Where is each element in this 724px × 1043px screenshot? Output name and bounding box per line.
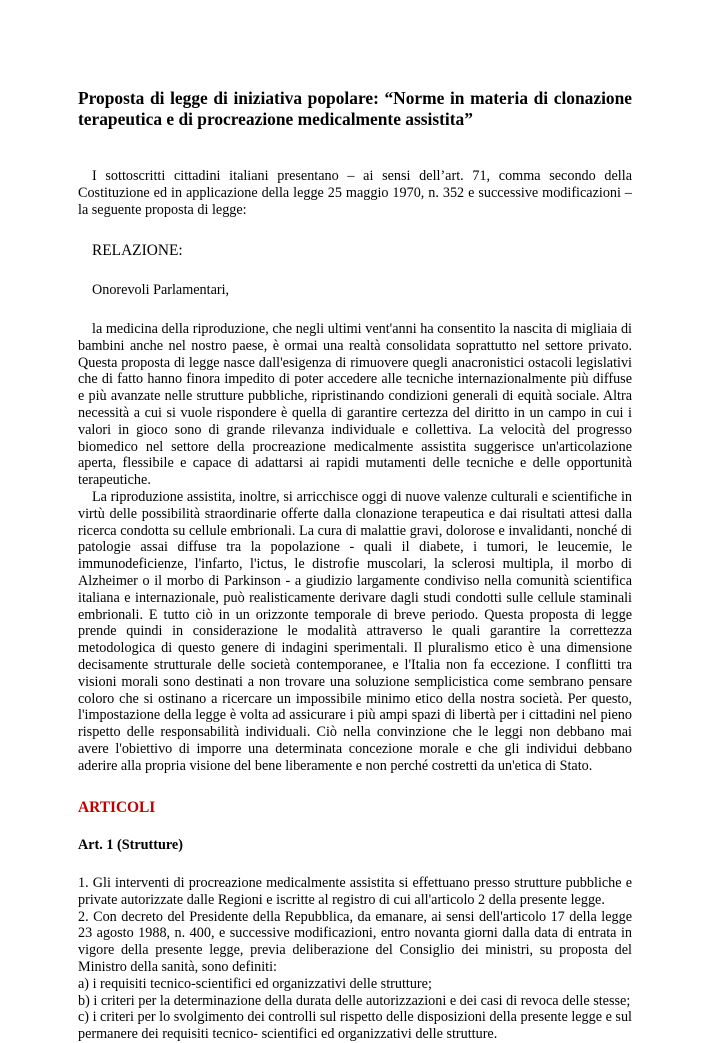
article-1-item-a: a) i requisiti tecnico-scientifici ed organizzativi delle strutture; — [78, 975, 432, 992]
article-1-clause-2: 2. Con decreto del Presidente della Repubblica, da emanare, ai sensi dell'articolo 17 della legge 23 agosto 1988, n. 400, e successive modificazioni, entro novanta giorni dalla data di entrata in vigore della presente legge, previa deliberazione del Consiglio dei ministri, su proposta del Ministro della sanità, sono definiti: — [78, 908, 632, 976]
article-1-clause-1: 1. Gli interventi di procreazione medicalmente assistita si effettuano presso strutture pubbliche e private autorizzate dalle Regioni e iscritte al registro di cui all'articolo 2 della presente legge. — [78, 875, 632, 908]
document-page — [78, 88, 632, 1043]
salutation: Onorevoli Parlamentari, — [92, 282, 230, 299]
relazione-heading: RELAZIONE: — [92, 242, 183, 260]
document-title: Proposta di legge di iniziativa popolare: “Norme in materia di clonazione terapeutica e di procreazione medicalmente assistita” — [78, 88, 632, 129]
article-1-heading: Art. 1 (Strutture) — [78, 837, 183, 854]
relazione-paragraph-1: la medicina della riproduzione, che negli ultimi vent'anni ha consentito la nascita di migliaia di bambini anche nel nostro paese, è ormai una realtà consolidata soprattutto nel settore privato. Questa proposta di legge nasce dall'esigenza di rimuovere quegli anacronistici ostacoli legislativi che di fatto hanno finora impedito di poter accedere alle tecniche internazionalmente più diffuse e più avanzate nelle strutture pubbliche, ripristinando condizioni generali di equità sociale. Altra necessità a cui si vuole rispondere è quella di garantire certezza del diritto in un campo in cui i valori in gioco sono di grande rilevanza individuale e collettiva. La velocità del progresso biomedico nel settore della procreazione medicalmente assistita suggerisce un'articolazione aperta, flessibile e capace di adattarsi ai rapidi mutamenti delle tecniche e delle opportunità terapeutiche. — [78, 320, 632, 489]
article-1-item-b: b) i criteri per la determinazione della durata delle autorizzazioni e dei casi di revoca delle stesse; — [78, 992, 631, 1009]
article-1-item-c: c) i criteri per lo svolgimento dei controlli sul rispetto delle disposizioni della presente legge e sul permanere dei requisiti tecnico- scientifici ed organizzativi delle strutture. — [78, 1009, 632, 1043]
articoli-heading: ARTICOLI — [78, 798, 156, 816]
intro-paragraph: I sottoscritti cittadini italiani presentano – ai sensi dell’art. 71, comma secondo della Costituzione ed in applicazione della legge 25 maggio 1970, n. 352 e successive modificazioni – la seguente proposta di legge: — [78, 168, 632, 218]
relazione-paragraph-2: La riproduzione assistita, inoltre, si arricchisce oggi di nuove valenze culturali e scientifiche in virtù delle possibilità straordinarie offerte dalla clonazione terapeutica e dai risultati attesi dalla ricerca condotta su cellule embrionali. La cura di malattie gravi, dolorose e invalidanti, nonché di patologie assai diffuse tra la popolazione - quali il diabete, i tumori, le leucemie, le immunodeficienze, l'infarto, l'ictus, le distrofie muscolari, la sclerosi multipla, il morbo di Alzheimer o il morbo di Parkinson - a giudizio largamente condiviso nella comunità scientifica italiana e internazionale, può realisticamente derivare dagli studi condotti sulle cellule staminali embrionali. E tutto ciò in un orizzonte temporale di breve periodo. Questa proposta di legge prende quindi in considerazione le modalità attraverso le quali garantire la correttezza metodologica di questo genere di indagini sperimentali. Il pluralismo etico è una dimensione decisamente strutturale delle società contemporanee, e l'Italia non fa eccezione. I conflitti tra visioni morali sono destinati a non trovare una soluzione semplicistica come sembrano pensare coloro che si ostinano a ricercare un impossibile minimo etico della nostra società. Per questo, l'impostazione della legge è volta ad assicurare i più ampi spazi di libertà per i cittadini nel pieno rispetto delle responsabilità individuali. Ciò nella convinzione che le leggi non debbano mai avere l'obiettivo di imporre una determinata concezione morale e che gli individui debbano aderire alla propria visione del bene liberamente e non perché costretti da un'etica di Stato. — [78, 488, 632, 774]
